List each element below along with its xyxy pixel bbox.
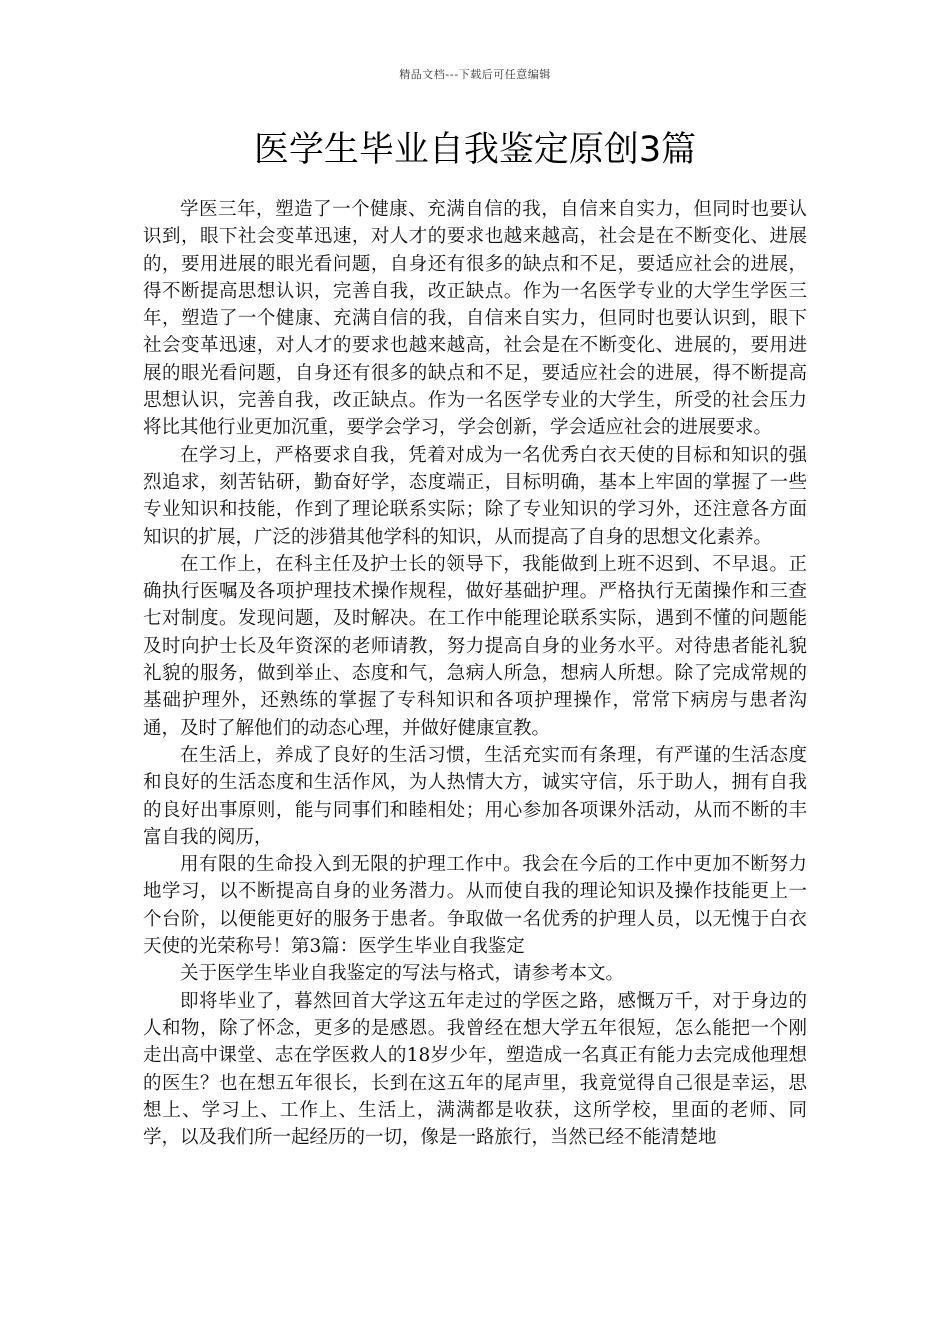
paragraph-2: 在学习上，严格要求自我，凭着对成为一名优秀白衣天使的目标和知识的强烈追求，刻苦钻研，勤奋好学，态度端正，目标明确，基本上牢固的掌握了一些专业知识和技能，作到了理论联系实际；除了专业知识的学习外，还注意各方面知识的扩展，广泛的涉猎其他学科的知识，从而提高了自身的思想文化素养。 <box>143 444 807 548</box>
document-title: 医学生毕业自我鉴定原创3篇 <box>253 130 697 170</box>
paragraph-5: 用有限的生命投入到无限的护理工作中。我会在今后的工作中更加不断努力地学习，以不断提高自身的业务潜力。从而使自我的理论知识及操作技能更上一个台阶，以便能更好的服务于患者。争取做一名优秀的护理人员，以无愧于白衣天使的光荣称号！第3篇：医学生毕业自我鉴定 <box>143 854 807 958</box>
header-note: 精品文档---下载后可任意编辑 <box>399 68 551 81</box>
paragraph-1: 学医三年，塑造了一个健康、充满自信的我，自信来自实力，但同时也要认识到，眼下社会变革迅速，对人才的要求也越来越高，社会是在不断变化、进展的，要用进展的眼光看问题，自身还有很多的缺点和不足，要适应社会的进展，得不断提高思想认识，完善自我，改正缺点。作为一名医学专业的大学生学医三年，塑造了一个健康、充满自信的我，自信来自实力，但同时也要认识到，眼下社会变革迅速，对人才的要求也越来越高，社会是在不断变化、进展的，要用进展的眼光看问题，自身还有很多的缺点和不足，要适应社会的进展，得不断提高思想认识，完善自我，改正缺点。作为一名医学专业的大学生，所受的社会压力将比其他行业更加沉重，要学会学习，学会创新，学会适应社会的进展要求。 <box>143 199 807 439</box>
paragraph-6: 关于医学生毕业自我鉴定的写法与格式，请参考本文。 <box>180 963 625 985</box>
paragraph-3: 在工作上，在科主任及护士长的领导下，我能做到上班不迟到、不早退。正确执行医嘱及各项护理技术操作规程，做好基础护理。严格执行无菌操作和三查七对制度。发现问题，及时解决。在工作中能理论联系实际，遇到不懂的问题能及时向护士长及年资深的老师请教，努力提高自身的业务水平。对待患者能礼貌礼貌的服务，做到举止、态度和气，急病人所急，想病人所想。除了完成常规的基础护理外，还熟练的掌握了专科知识和各项护理操作，常常下病房与患者沟通，及时了解他们的动态心理，并做好健康宣教。 <box>143 553 807 739</box>
document-body <box>143 196 807 1151</box>
paragraph-7: 即将毕业了，暮然回首大学这五年走过的学医之路，感慨万千，对于身边的人和物，除了怀念，更多的是感恩。我曾经在想大学五年很短，怎么能把一个刚走出高中课堂、志在学医救人的18岁少年，塑造成一名真正有能力去完成他理想的医生？也在想五年很长，长到在这五年的尾声里，我竟觉得自己很是幸运，思想上、学习上、工作上、生活上，满满都是收获，这所学校，里面的老师、同学，以及我们所一起经历的一切，像是一路旅行，当然已经不能清楚地 <box>143 990 807 1149</box>
paragraph-4: 在生活上，养成了良好的生活习惯，生活充实而有条理，有严谨的生活态度和良好的生活态度和生活作风，为人热情大方，诚实守信，乐于助人，拥有自我的良好出事原则，能与同事们和睦相处；用心参加各项课外活动，从而不断的丰富自我的阅历， <box>143 744 807 848</box>
